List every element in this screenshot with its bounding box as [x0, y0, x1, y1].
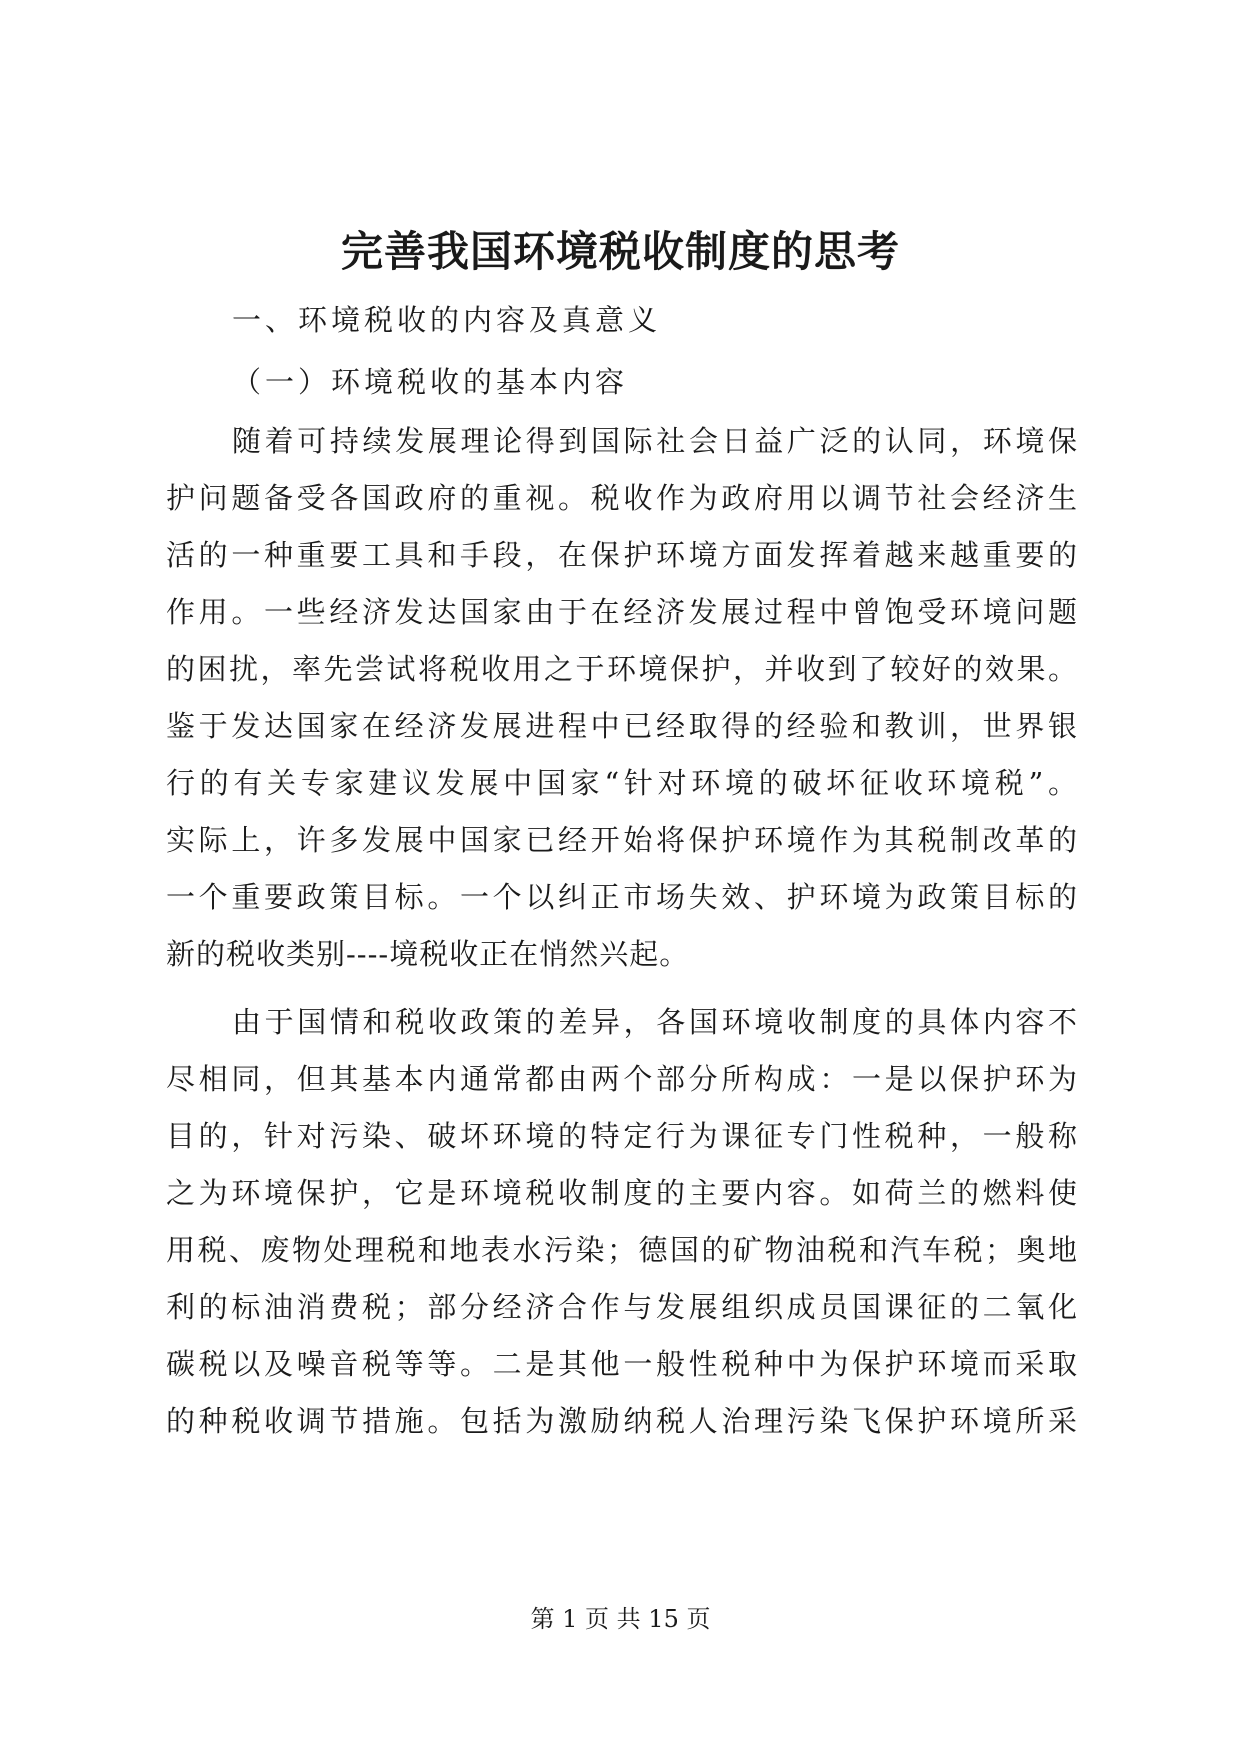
paragraph-line: 活的一种重要工具和手段，在保护环境方面发挥着越来越重要的 [166, 538, 1078, 572]
paragraph-line: 鉴于发达国家在经济发展进程中已经取得的经验和教训，世界银 [166, 709, 1078, 743]
paragraph-line: 由于国情和税收政策的差异，各国环境收制度的具体内容不 [232, 1005, 1078, 1039]
paragraph-line: 新的税收类别----境税收正在悄然兴起。 [166, 937, 690, 971]
paragraph-line: 护问题备受各国政府的重视。税收作为政府用以调节社会经济生 [166, 481, 1078, 515]
paragraph-line: 随着可持续发展理论得到国际社会日益广泛的认同，环境保 [232, 424, 1078, 458]
page-number-footer: 第 1 页 共 15 页 [530, 1605, 711, 1633]
document-title: 完善我国环境税收制度的思考 [340, 227, 900, 276]
paragraph-line: 碳税以及噪音税等等。二是其他一般性税种中为保护环境而采取 [166, 1347, 1078, 1381]
paragraph-line: 行的有关专家建议发展中国家“针对环境的破坏征收环境税”。 [166, 766, 1078, 800]
paragraph-line: 之为环境保护，它是环境税收制度的主要内容。如荷兰的燃料使 [166, 1176, 1078, 1210]
paragraph-line: 用税、废物处理税和地表水污染；德国的矿物油税和汽车税；奥地 [166, 1233, 1078, 1267]
paragraph-line: 作用。一些经济发达国家由于在经济发展过程中曾饱受环境问题 [166, 595, 1078, 629]
paragraph-line: 实际上，许多发展中国家已经开始将保护环境作为其税制改革的 [166, 823, 1078, 857]
section-heading: 一、环境税收的内容及真意义 [232, 303, 662, 337]
paragraph-line: 目的，针对污染、破坏环境的特定行为课征专门性税种，一般称 [166, 1119, 1078, 1153]
paragraph-line: 尽相同，但其基本内通常都由两个部分所构成：一是以保护环为 [166, 1062, 1078, 1096]
paragraph-line: 的困扰，率先尝试将税收用之于环境保护，并收到了较好的效果。 [166, 652, 1078, 686]
paragraph-line: 的种税收调节措施。包括为激励纳税人治理污染飞保护环境所采 [166, 1404, 1078, 1438]
paragraph-line: 利的标油消费税；部分经济合作与发展组织成员国课征的二氧化 [166, 1290, 1078, 1324]
paragraph-line: 一个重要政策目标。一个以纠正市场失效、护环境为政策目标的 [166, 880, 1078, 914]
subsection-heading: （一）环境税收的基本内容 [232, 365, 629, 399]
